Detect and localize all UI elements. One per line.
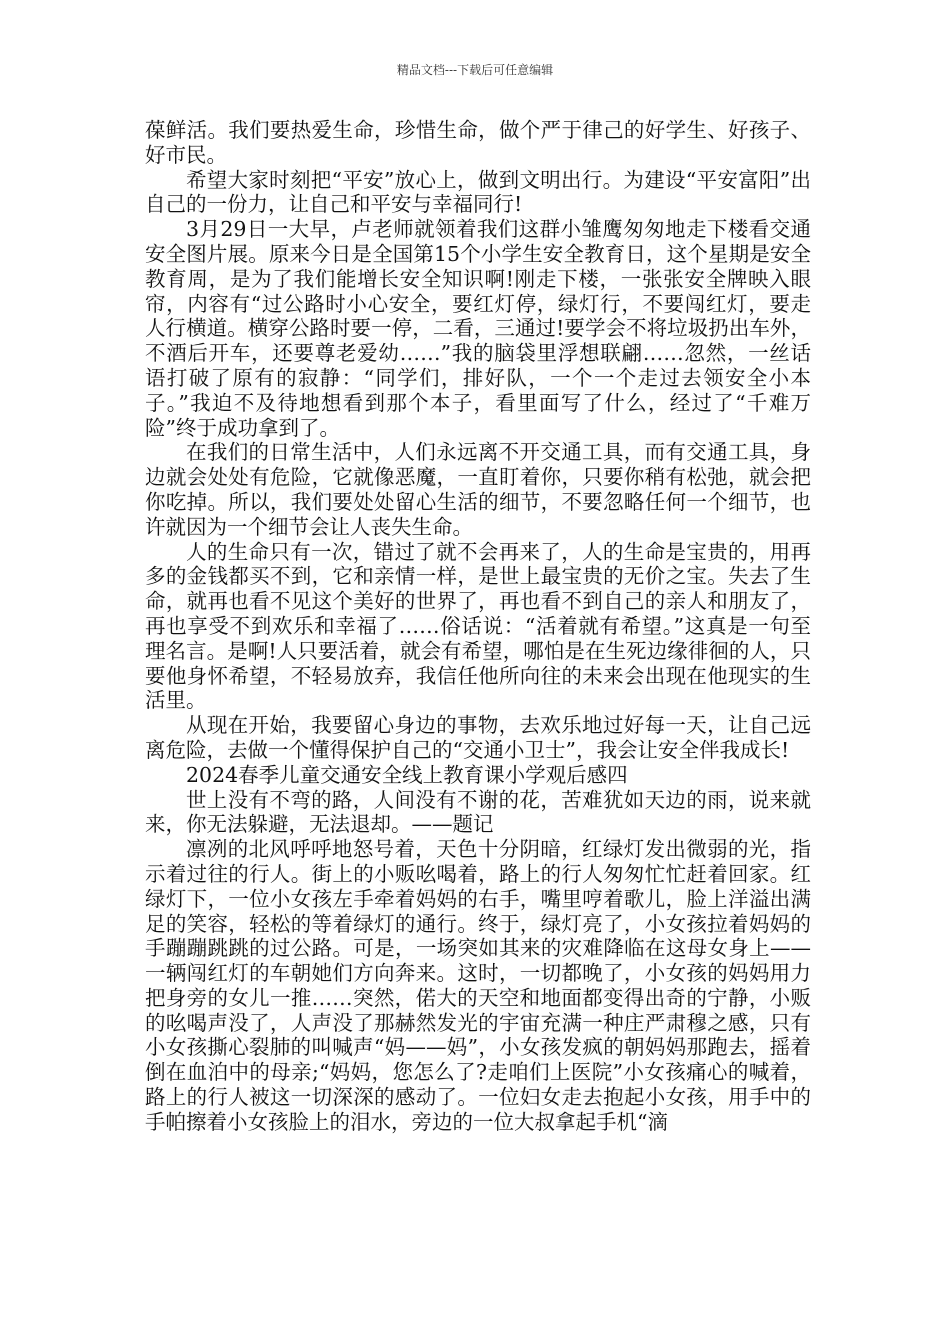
paragraph: 3月29日一大早，卢老师就领着我们这群小雏鹰匆匆地走下楼看交通安全图片展。原来今日是全国第15个小学生安全教育日，这个星期是安全教育周，是为了我们能增长安全知识啊!刚走下楼，一张张安全牌映入眼帘，内容有“过公路时小心安全，要红灯停，绿灯行，不要闯红灯，要走人行横道。横穿公路时要一停，二看，三通过!要学会不将垃圾扔出车外，不酒后开车，还要尊老爱幼……”我的脑袋里浮想联翩……忽然，一丝话语打破了原有的寂静：“同学们，排好队，一个一个走过去领安全小本子。”我迫不及待地想看到那个本子，看里面写了什么，经过了“千难万险”终于成功拿到了。 [145, 217, 811, 440]
paragraph: 在我们的日常生活中，人们永远离不开交通工具，而有交通工具，身边就会处处有危险，它就像恶魔，一直盯着你，只要你稍有松弛，就会把你吃掉。所以，我们要处处留心生活的细节，不要忽略任何一个细节，也许就因为一个细节会让人丧失生命。 [145, 440, 811, 539]
body-text [145, 118, 811, 1135]
epigraph: 世上没有不弯的路，人间没有不谢的花，苦难犹如天边的雨，说来就来，你无法躲避，无法退却。——题记 [145, 787, 811, 837]
paragraph: 人的生命只有一次，错过了就不会再来了，人的生命是宝贵的，用再多的金钱都买不到，它和亲情一样，是世上最宝贵的无价之宝。失去了生命，就再也看不见这个美好的世界了，再也看不到自己的亲人和朋友了，再也享受不到欢乐和幸福了……俗话说：“活着就有希望。”这真是一句至理名言。是啊!人只要活着，就会有希望，哪怕是在生死边缘徘徊的人，只要他身怀希望，不轻易放弃，我信任他所向往的未来会出现在他现实的生活里。 [145, 539, 811, 713]
paragraph: 凛冽的北风呼呼地怒号着，天色十分阴暗，红绿灯发出微弱的光，指示着过往的行人。街上的小贩吆喝着，路上的行人匆匆忙忙赶着回家。红绿灯下，一位小女孩左手牵着妈妈的右手，嘴里哼着歌儿，脸上洋溢出满足的笑容，轻松的等着绿灯的通行。终于，绿灯亮了，小女孩拉着妈妈的手蹦蹦跳跳的过公路。可是，一场突如其来的灾难降临在这母女身上——一辆闯红灯的车朝她们方向奔来。这时，一切都晚了，小女孩的妈妈用力把身旁的女儿一推……突然，偌大的天空和地面都变得出奇的宁静，小贩的吆喝声没了，人声没了那赫然发光的宇宙充满一种庄严肃穆之感，只有小女孩撕心裂肺的叫喊声“妈——妈”，小女孩发疯的朝妈妈那跑去，摇着倒在血泊中的母亲;“妈妈，您怎么了?走咱们上医院”小女孩痛心的喊着，路上的行人被这一切深深的感动了。一位妇女走去抱起小女孩，用手中的手帕擦着小女孩脸上的泪水，旁边的一位大叔拿起手机“滴 [145, 837, 811, 1134]
page-header: 精品文档---下载后可任意编辑 [396, 63, 554, 77]
paragraph: 葆鲜活。我们要热爱生命，珍惜生命，做个严于律己的好学生、好孩子、好市民。 [145, 118, 811, 167]
paragraph: 希望大家时刻把“平安”放心上，做到文明出行。为建设“平安富阳”出自己的一份力，让自己和平安与幸福同行! [145, 167, 811, 217]
paragraph: 从现在开始，我要留心身边的事物，去欢乐地过好每一天，让自己远离危险，去做一个懂得保护自己的“交通小卫士”，我会让安全伴我成长! [145, 713, 811, 762]
section-title: 2024春季儿童交通安全线上教育课小学观后感四 [186, 762, 628, 787]
